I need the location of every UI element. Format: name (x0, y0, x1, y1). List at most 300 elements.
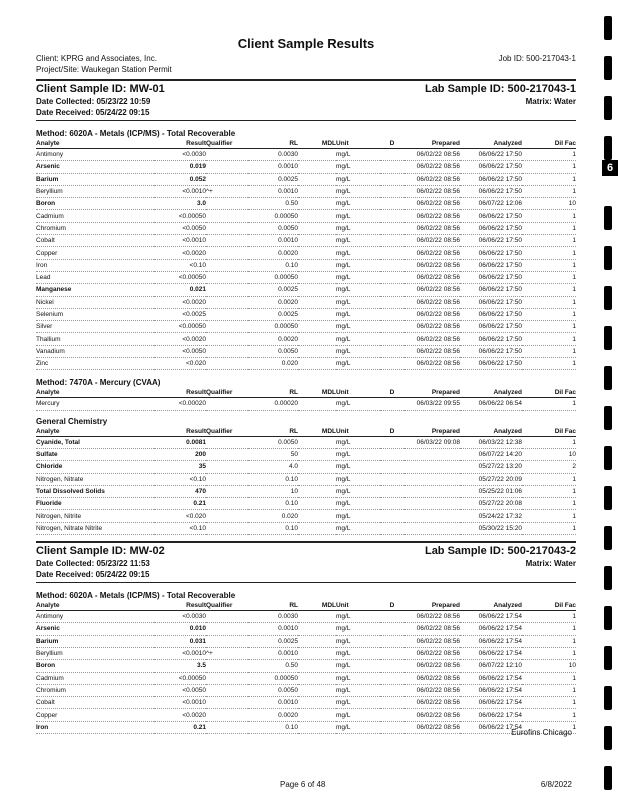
cell-d (380, 222, 404, 234)
cell-dil: 1 (522, 308, 576, 320)
cell-prepared (404, 485, 460, 497)
cell-d (380, 635, 404, 647)
section-tab-6[interactable]: 6 (602, 160, 618, 176)
cell-unit: mg/L (336, 448, 380, 460)
cell-dil: 1 (522, 635, 576, 647)
cell-d (380, 173, 404, 185)
cell-result: 0.031 (154, 635, 206, 647)
cell-d (380, 436, 404, 448)
cell-unit: mg/L (336, 623, 380, 635)
cell-dil: 1 (522, 623, 576, 635)
cell-result: <0.0030 (154, 611, 206, 623)
cell-analyte: Silver (36, 321, 154, 333)
cell-rl: 0.0025 (248, 308, 298, 320)
cell-mdl (298, 635, 336, 647)
cell-unit: mg/L (336, 173, 380, 185)
cell-rl: 0.50 (248, 660, 298, 672)
cell-mdl (298, 398, 336, 410)
cell-mdl (298, 473, 336, 485)
results-table (36, 388, 576, 410)
cell-qualifier (206, 697, 248, 709)
cell-analyte: Barium (36, 173, 154, 185)
cell-result: <0.0025 (154, 308, 206, 320)
cell-unit: mg/L (336, 271, 380, 283)
cell-result: 200 (154, 448, 206, 460)
cell-prepared: 06/02/22 08:56 (404, 697, 460, 709)
cell-analyzed: 06/06/22 17:54 (460, 611, 522, 623)
cell-analyte: Cadmium (36, 210, 154, 222)
cell-result: <0.10 (154, 473, 206, 485)
results-table (36, 601, 576, 734)
cell-analyzed: 06/06/22 17:50 (460, 235, 522, 247)
column-header-dil: Dil Fac (522, 139, 576, 149)
column-header-d: D (380, 427, 404, 437)
table-row (36, 684, 576, 696)
cell-d (380, 448, 404, 460)
cell-mdl (298, 697, 336, 709)
cell-qualifier (206, 436, 248, 448)
table-row (36, 210, 576, 222)
cell-qualifier (206, 149, 248, 161)
cell-analyzed: 06/06/22 17:50 (460, 259, 522, 271)
cell-dil: 1 (522, 398, 576, 410)
footer-page: Page 6 of 48 (280, 780, 326, 789)
cell-mdl (298, 198, 336, 210)
binder-tab-marker (604, 646, 612, 670)
cell-mdl (298, 485, 336, 497)
cell-prepared: 06/02/22 08:56 (404, 296, 460, 308)
cell-qualifier (206, 235, 248, 247)
binder-tab-marker (604, 486, 612, 510)
cell-unit: mg/L (336, 436, 380, 448)
column-header-analyzed: Analyzed (460, 139, 522, 149)
column-header-unit: Unit (336, 388, 380, 398)
cell-analyte: Nickel (36, 296, 154, 308)
cell-unit: mg/L (336, 522, 380, 534)
date-received: Date Received: 05/24/22 09:15 (36, 570, 150, 580)
project-site: Project/Site: Waukegan Station Permit (36, 65, 172, 74)
cell-mdl (298, 173, 336, 185)
date-collected: Date Collected: 05/23/22 10:59 (36, 97, 151, 106)
table-row (36, 149, 576, 161)
cell-result: <0.0020 (154, 709, 206, 721)
cell-qualifier (206, 210, 248, 222)
cell-d (380, 284, 404, 296)
cell-analyte: Boron (36, 660, 154, 672)
binder-tab-marker (604, 96, 612, 120)
cell-rl: 0.10 (248, 498, 298, 510)
table-row (36, 161, 576, 173)
table-row (36, 284, 576, 296)
cell-d (380, 510, 404, 522)
table-row (36, 333, 576, 345)
divider (36, 79, 576, 81)
cell-d (380, 672, 404, 684)
cell-d (380, 473, 404, 485)
column-header-dil: Dil Fac (522, 427, 576, 437)
cell-dil: 1 (522, 684, 576, 696)
cell-result: 0.019 (154, 161, 206, 173)
cell-dil: 1 (522, 235, 576, 247)
cell-prepared: 06/02/22 08:56 (404, 721, 460, 733)
cell-rl: 0.020 (248, 358, 298, 370)
cell-unit: mg/L (336, 635, 380, 647)
table-row (36, 198, 576, 210)
cell-unit: mg/L (336, 333, 380, 345)
cell-analyzed: 06/07/22 14:20 (460, 448, 522, 460)
cell-analyte: Copper (36, 709, 154, 721)
cell-dil: 1 (522, 697, 576, 709)
cell-analyte: Beryllium (36, 185, 154, 197)
column-header-analyte: Analyte (36, 139, 154, 149)
cell-qualifier (206, 247, 248, 259)
column-header-analyte: Analyte (36, 427, 154, 437)
cell-analyte: Arsenic (36, 623, 154, 635)
cell-result: 0.010 (154, 623, 206, 635)
cell-mdl (298, 522, 336, 534)
cell-dil: 10 (522, 198, 576, 210)
cell-prepared: 06/02/22 08:56 (404, 161, 460, 173)
cell-unit: mg/L (336, 473, 380, 485)
cell-dil: 1 (522, 185, 576, 197)
cell-prepared: 06/03/22 09:55 (404, 398, 460, 410)
cell-dil: 1 (522, 210, 576, 222)
cell-mdl (298, 672, 336, 684)
cell-analyzed: 06/06/22 17:50 (460, 284, 522, 296)
cell-qualifier (206, 358, 248, 370)
cell-unit: mg/L (336, 709, 380, 721)
cell-rl: 0.0010 (248, 235, 298, 247)
column-header-result: Result (154, 388, 206, 398)
column-header-qualifier: Qualifier (206, 139, 248, 149)
sample-header (36, 545, 576, 558)
cell-prepared (404, 510, 460, 522)
cell-analyte: Cyanide, Total (36, 436, 154, 448)
cell-result: <0.0010 (154, 647, 206, 659)
cell-unit: mg/L (336, 222, 380, 234)
cell-d (380, 660, 404, 672)
cell-rl: 0.00050 (248, 321, 298, 333)
cell-analyzed: 06/06/22 17:54 (460, 623, 522, 635)
table-row (36, 485, 576, 497)
cell-qualifier (206, 623, 248, 635)
column-header-d: D (380, 139, 404, 149)
cell-analyzed: 06/06/22 17:54 (460, 635, 522, 647)
cell-d (380, 161, 404, 173)
results-table (36, 139, 576, 370)
cell-prepared (404, 498, 460, 510)
cell-rl: 0.00050 (248, 672, 298, 684)
lab-sample-id: Lab Sample ID: 500-217043-2 (424, 545, 576, 558)
cell-d (380, 235, 404, 247)
cell-unit: mg/L (336, 185, 380, 197)
cell-mdl (298, 345, 336, 357)
cell-analyte: Nitrogen, Nitrate Nitrite (36, 522, 154, 534)
method-title: General Chemistry (36, 416, 108, 426)
cell-d (380, 321, 404, 333)
cell-prepared: 06/02/22 08:56 (404, 660, 460, 672)
cell-dil: 1 (522, 259, 576, 271)
column-header-prepared: Prepared (404, 139, 460, 149)
cell-dil: 1 (522, 436, 576, 448)
cell-result: <0.0050 (154, 222, 206, 234)
cell-unit: mg/L (336, 308, 380, 320)
column-header-analyte: Analyte (36, 601, 154, 611)
table-row (36, 173, 576, 185)
cell-dil: 1 (522, 647, 576, 659)
date-received: Date Received: 05/24/22 09:15 (36, 108, 150, 117)
cell-dil: 1 (522, 611, 576, 623)
cell-analyte: Thallium (36, 333, 154, 345)
binder-tab-marker (604, 686, 612, 710)
column-header-result: Result (154, 427, 206, 437)
cell-rl: 0.10 (248, 721, 298, 733)
cell-dil: 1 (522, 173, 576, 185)
column-header-mdl: MDL (298, 388, 336, 398)
cell-result: <0.00050 (154, 271, 206, 283)
cell-analyte: Barium (36, 635, 154, 647)
cell-mdl (298, 333, 336, 345)
cell-prepared: 06/02/22 08:56 (404, 284, 460, 296)
cell-mdl (298, 510, 336, 522)
cell-d (380, 185, 404, 197)
cell-qualifier (206, 709, 248, 721)
cell-dil: 1 (522, 672, 576, 684)
binder-tab-marker (604, 726, 612, 750)
cell-prepared: 06/02/22 08:56 (404, 259, 460, 271)
date-collected: Date Collected: 05/23/22 11:53 (36, 559, 150, 569)
cell-unit: mg/L (336, 660, 380, 672)
cell-dil: 10 (522, 660, 576, 672)
cell-analyte: Vanadium (36, 345, 154, 357)
cell-analyte: Total Dissolved Solids (36, 485, 154, 497)
cell-analyte: Cobalt (36, 235, 154, 247)
table-row (36, 635, 576, 647)
cell-analyte: Cadmium (36, 672, 154, 684)
cell-analyzed: 06/06/22 17:54 (460, 647, 522, 659)
cell-result: 0.052 (154, 173, 206, 185)
cell-qualifier (206, 498, 248, 510)
cell-unit: mg/L (336, 398, 380, 410)
column-header-mdl: MDL (298, 601, 336, 611)
cell-qualifier (206, 296, 248, 308)
matrix: Matrix: Water (525, 559, 576, 569)
cell-mdl (298, 210, 336, 222)
cell-d (380, 485, 404, 497)
cell-unit: mg/L (336, 161, 380, 173)
cell-unit: mg/L (336, 321, 380, 333)
cell-unit: mg/L (336, 721, 380, 733)
cell-mdl (298, 498, 336, 510)
cell-analyte: Nitrogen, Nitrate (36, 473, 154, 485)
table-header-row (36, 601, 576, 611)
cell-mdl (298, 461, 336, 473)
cell-analyzed: 06/06/22 17:50 (460, 173, 522, 185)
cell-result: <0.00020 (154, 398, 206, 410)
cell-d (380, 684, 404, 696)
cell-d (380, 522, 404, 534)
table-header-row (36, 139, 576, 149)
cell-analyzed: 06/06/22 17:50 (460, 222, 522, 234)
cell-analyte: Arsenic (36, 161, 154, 173)
binder-tab-marker (604, 366, 612, 390)
cell-d (380, 697, 404, 709)
cell-mdl (298, 660, 336, 672)
table-row (36, 660, 576, 672)
cell-analyte: Copper (36, 247, 154, 259)
cell-rl: 0.10 (248, 522, 298, 534)
cell-rl: 0.0010 (248, 623, 298, 635)
cell-qualifier (206, 721, 248, 733)
cell-rl: 0.0020 (248, 709, 298, 721)
cell-result: 0.0081 (154, 436, 206, 448)
project-row (36, 64, 576, 75)
cell-rl: 0.0030 (248, 149, 298, 161)
cell-prepared (404, 461, 460, 473)
cell-analyzed: 06/06/22 17:50 (460, 345, 522, 357)
table-row (36, 448, 576, 460)
cell-rl: 0.0010 (248, 185, 298, 197)
table-row (36, 259, 576, 271)
binder-tab-marker (604, 526, 612, 550)
footer-lab: Eurofins Chicago (511, 728, 572, 737)
lab-sample-id: Lab Sample ID: 500-217043-1 (424, 83, 576, 95)
cell-d (380, 296, 404, 308)
cell-d (380, 271, 404, 283)
cell-d (380, 721, 404, 733)
divider (36, 541, 576, 543)
binder-tab-marker (604, 326, 612, 350)
cell-dil: 10 (522, 448, 576, 460)
cell-prepared: 06/02/22 08:56 (404, 173, 460, 185)
cell-qualifier (206, 284, 248, 296)
method-title: Method: 7470A - Mercury (CVAA) (36, 378, 161, 388)
cell-qualifier (206, 271, 248, 283)
cell-prepared: 06/02/22 08:56 (404, 308, 460, 320)
cell-analyte: Zinc (36, 358, 154, 370)
table-header-row (36, 427, 576, 437)
cell-mdl (298, 611, 336, 623)
job-id: Job ID: 500-217043-1 (498, 54, 576, 63)
cell-analyte: Fluoride (36, 498, 154, 510)
table-row (36, 697, 576, 709)
cell-qualifier (206, 173, 248, 185)
binder-tab-marker (604, 566, 612, 590)
cell-prepared: 06/02/22 08:56 (404, 185, 460, 197)
cell-analyzed: 06/06/22 17:50 (460, 210, 522, 222)
cell-unit: mg/L (336, 485, 380, 497)
cell-qualifier (206, 635, 248, 647)
cell-result: <0.0020 (154, 247, 206, 259)
column-header-result: Result (154, 139, 206, 149)
cell-analyte: Lead (36, 271, 154, 283)
cell-rl: 0.00050 (248, 271, 298, 283)
cell-rl: 0.0010 (248, 697, 298, 709)
cell-rl: 0.0025 (248, 635, 298, 647)
cell-result: 35 (154, 461, 206, 473)
received-row (36, 569, 576, 580)
cell-qualifier (206, 485, 248, 497)
cell-analyte: Sulfate (36, 448, 154, 460)
cell-analyzed: 06/06/22 17:50 (460, 149, 522, 161)
cell-d (380, 247, 404, 259)
cell-prepared: 06/02/22 08:56 (404, 635, 460, 647)
report-page (36, 36, 576, 734)
cell-prepared: 06/03/22 09:08 (404, 436, 460, 448)
divider (36, 120, 576, 121)
cell-mdl (298, 149, 336, 161)
table-row (36, 358, 576, 370)
sample-block (36, 79, 576, 535)
cell-analyzed: 06/06/22 17:54 (460, 721, 522, 733)
binder-tab-marker (604, 406, 612, 430)
cell-dil: 1 (522, 333, 576, 345)
cell-result: 0.021 (154, 284, 206, 296)
cell-dil: 2 (522, 461, 576, 473)
cell-mdl (298, 161, 336, 173)
cell-prepared: 06/02/22 08:56 (404, 149, 460, 161)
column-header-prepared: Prepared (404, 427, 460, 437)
cell-rl: 0.0050 (248, 222, 298, 234)
cell-d (380, 198, 404, 210)
cell-qualifier (206, 345, 248, 357)
cell-rl: 0.0020 (248, 333, 298, 345)
cell-rl: 0.0030 (248, 611, 298, 623)
method-title: Method: 6020A - Metals (ICP/MS) - Total Recoverable (36, 129, 236, 138)
cell-unit: mg/L (336, 647, 380, 659)
cell-result: 470 (154, 485, 206, 497)
cell-result: <0.10 (154, 522, 206, 534)
cell-result: <0.0020 (154, 296, 206, 308)
cell-d (380, 358, 404, 370)
cell-mdl (298, 436, 336, 448)
cell-mdl (298, 448, 336, 460)
cell-dil: 1 (522, 473, 576, 485)
cell-dil: 1 (522, 358, 576, 370)
cell-prepared: 06/02/22 08:56 (404, 235, 460, 247)
cell-prepared (404, 522, 460, 534)
binder-tab-marker (604, 766, 612, 790)
cell-analyzed: 05/25/22 01:06 (460, 485, 522, 497)
cell-dil: 1 (522, 709, 576, 721)
column-header-unit: Unit (336, 601, 380, 611)
cell-analyte: Boron (36, 198, 154, 210)
cell-mdl (298, 647, 336, 659)
cell-result: <0.0010 (154, 185, 206, 197)
column-header-dil: Dil Fac (522, 601, 576, 611)
cell-mdl (298, 259, 336, 271)
cell-dil: 1 (522, 485, 576, 497)
cell-result: <0.020 (154, 358, 206, 370)
cell-d (380, 308, 404, 320)
cell-analyzed: 05/30/22 15:20 (460, 522, 522, 534)
cell-prepared: 06/02/22 08:56 (404, 647, 460, 659)
table-header-row (36, 388, 576, 398)
cell-prepared: 06/02/22 08:56 (404, 709, 460, 721)
cell-analyte: Chromium (36, 684, 154, 696)
cell-qualifier (206, 684, 248, 696)
cell-analyte: Chloride (36, 461, 154, 473)
cell-analyzed: 06/03/22 12:38 (460, 436, 522, 448)
binder-tab-marker (604, 446, 612, 470)
cell-analyzed: 06/07/22 12:06 (460, 198, 522, 210)
cell-result: <0.00050 (154, 210, 206, 222)
cell-rl: 0.0020 (248, 296, 298, 308)
collected-row (36, 96, 576, 107)
column-header-unit: Unit (336, 427, 380, 437)
cell-analyzed: 06/06/22 17:50 (460, 271, 522, 283)
cell-rl: 0.0050 (248, 436, 298, 448)
